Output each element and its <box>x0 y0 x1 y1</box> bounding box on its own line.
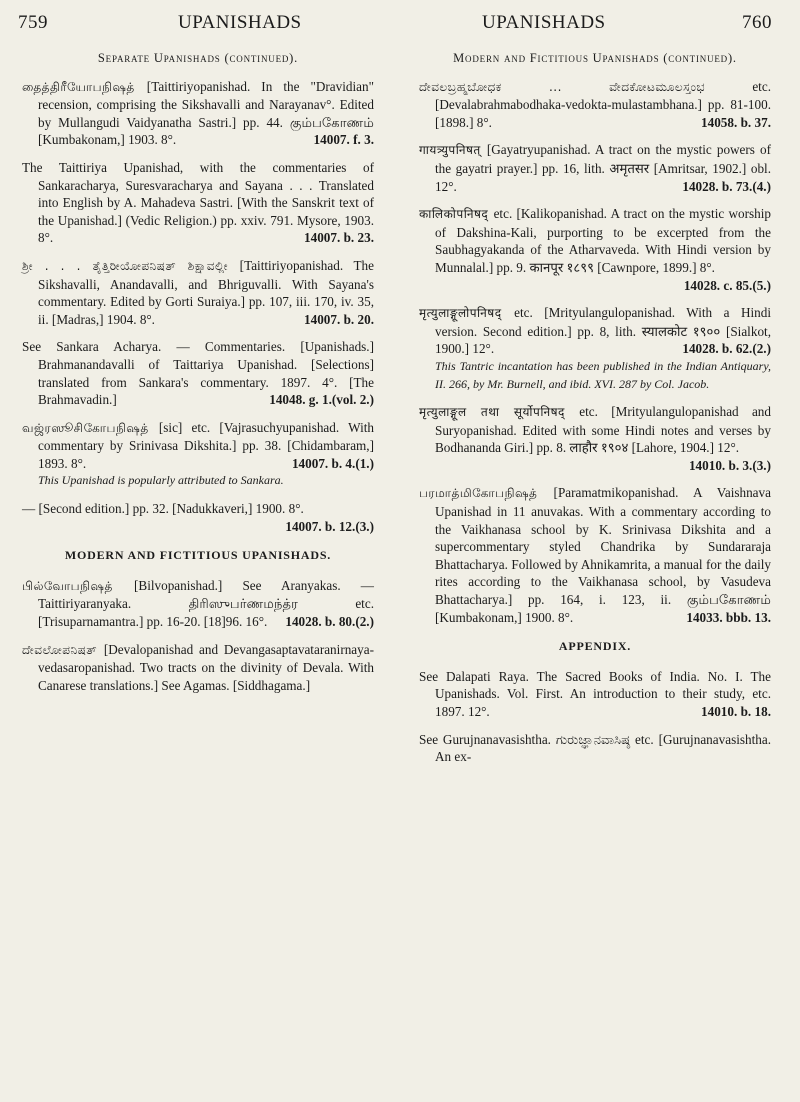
catalogue-entry <box>22 78 374 149</box>
entry-text: etc. [Mrityulangulopanishad. With a Hindi version. Second edition.] pp. 8, lith. स्यालकोट १९०० [Sialkot, 1900.] 12°. <box>435 305 771 357</box>
entry-text: etc. [Devalabrahmabodhaka-vedokta-mulastambhana.] pp. 81-100. [1898.] 8°. <box>435 78 771 130</box>
entry-text: — [Second edition.] pp. 32. [Nadukkaveri,] 1900. 8°. <box>22 501 304 517</box>
entry-text: [Taittiriyopanishad. In the "Dravidian" recension, comprising the Sikshavalli and Narayanav°. Edited by Mullangudi Vaidyanatha Sastri.] pp. 44. கும்பகோணம் [Kumbakonam,] 1903. 8°. <box>38 78 375 148</box>
catalogue-entry <box>419 403 771 474</box>
shelfmark: 14028. b. 73.(4.) <box>682 178 771 194</box>
shelfmark: 14028. b. 62.(2.) <box>682 341 771 357</box>
entry-text: etc. [Mrityulangulopanishad and Suryopanishad. Edited with some Hindi notes and verses by Bodhananda Giri.] pp. 8. लाहौर १९०४ [Lahore, 1904.] 12°. <box>435 404 771 456</box>
catalogue-entry <box>22 500 374 535</box>
left-column-heading: Separate Upanishads (continued). <box>97 51 299 65</box>
entry-script-title: ಶ್ರೀ . . . ತೈತ್ತಿರೀಯೋಪನಿಷತ್ ಶಿಕ್ಷಾವಲ್ಲೀ <box>22 258 240 273</box>
entry-note: This Upanishad is popularly attributed to Sankara. <box>38 473 284 488</box>
modern-heading: MODERN AND FICTITIOUS UPANISHADS. <box>64 548 332 563</box>
page-header <box>0 12 800 40</box>
running-title-left: UPANISHADS <box>178 12 302 33</box>
right-column <box>419 50 771 776</box>
catalogue-entry <box>22 641 374 695</box>
catalogue-entry <box>22 577 374 631</box>
catalogue-entry <box>22 257 374 328</box>
modern-entries <box>22 577 374 695</box>
catalogue-entry <box>419 205 771 294</box>
entry-script-title: வஜ்ரஸூசிகோபநிஷத் <box>22 420 159 435</box>
entry-text: [sic] etc. [Vajrasuchyupanishad. With commentary by Srinivasa Dikshita.] pp. 38. [Chidambaram,] 1893. 8°. <box>38 419 374 471</box>
appendix-entries <box>419 668 771 766</box>
entry-script-title: தைத்திரீயோபநிஷத் <box>22 79 147 94</box>
shelfmark: 14028. b. 80.(2.) <box>285 614 374 630</box>
entry-text: [Gayatryupanishad. A tract on the mystic powers of the gayatri prayer.] pp. 16, lith. अमृतसर [Amritsar, 1902.] obl. 12°. <box>435 142 771 194</box>
right-entries <box>419 78 771 627</box>
catalogue-entry <box>419 141 771 195</box>
page-number-left: 759 <box>18 12 48 33</box>
catalogue-entry <box>419 484 771 626</box>
entry-script-title: பரமாத்மிகோபநிஷத் <box>419 486 554 501</box>
shelfmark: 14010. b. 3.(3.) <box>688 457 771 473</box>
shelfmark: 14007. f. 3. <box>313 132 374 148</box>
entry-script-title: गायत्र्युपनिषत् <box>419 143 487 158</box>
shelfmark: 14058. b. 37. <box>701 114 771 130</box>
entry-note: This Tantric incantation has been published in the Indian Antiquary, II. 266, by Mr. Burnell, and ibid. XVI. 287 by Col. Jacob. <box>435 358 771 391</box>
shelfmark: 14048. g. 1.(vol. 2.) <box>269 392 374 408</box>
entry-script-title: मृत्युलाङ्गूल तथा सूर्योपनिषद् <box>419 405 580 420</box>
running-title-right: UPANISHADS <box>482 12 606 33</box>
shelfmark: 14007. b. 12.(3.) <box>285 518 374 534</box>
shelfmark: 14007. b. 23. <box>304 230 374 246</box>
shelfmark: 14028. c. 85.(5.) <box>683 277 771 293</box>
catalogue-entry <box>22 338 374 408</box>
entry-script-title: பில்வோபநிஷத் <box>22 578 134 593</box>
entry-text: See Dalapati Raya. The Sacred Books of India. No. I. The Upanishads. Vol. First. An introduction to their study, etc. 1897. 12°. <box>419 668 771 719</box>
right-column-heading: Modern and Fictitious Upanishads (continued). <box>453 51 737 65</box>
page-number-right: 760 <box>742 12 772 33</box>
appendix-heading: APPENDIX. <box>558 639 632 654</box>
catalogue-entry <box>22 159 374 247</box>
catalogue-entry <box>22 419 374 490</box>
entry-script-title: ದೇವಲಬ್ರಹ್ಮಬೋಧಕ ... ವೇದಕೋಟಮೂಲಸ್ತಂಭ <box>419 79 753 94</box>
entry-script-title: कालिकोपनिषद् <box>419 207 494 222</box>
catalogue-entry <box>419 78 771 132</box>
entry-text: See Gurujnanavasishtha. ಗುರುಜ್ಞಾನವಾಸಿಷ್ಠ etc. [Gurujnanavasishtha. An ex- <box>419 731 771 765</box>
left-entries <box>22 78 374 536</box>
entry-text: [Devalopanishad and Devangasaptavataranirnaya-vedasaropanishad. Two tracts on the divinity of Devala. With Canarese translations.] See Agamas. [Siddhagama.] <box>38 641 374 693</box>
left-column <box>22 50 374 704</box>
catalogue-entry <box>419 304 771 393</box>
shelfmark: 14010. b. 18. <box>701 704 771 719</box>
catalogue-entry <box>419 668 771 721</box>
entry-script-title: ದೇವಲೋಪನಿಷತ್ <box>22 642 104 657</box>
entry-text: etc. [Kalikopanishad. A tract on the mystic worship of Dakshina-Kali, purporting to be excerpted from the Saubhagyakanda of the Atharvaveda. With Hindi version by Munnalal.] pp. 9. कानपूर १८९९ [Cawnpore, 1899.] 8°. <box>435 206 771 275</box>
entry-text: The Taittiriya Upanishad, with the commentaries of Sankaracharya, Suresvaracharya and Sayana . . . Translated into English by A. Mahadeva Sastri. [With the Sanskrit text of the Upanishad.] (Vedic Religion.) pp. xxiv. 791. Mysore, 1903. 8°. <box>22 159 374 246</box>
entry-text: [Bilvopanishad.] See Aranyakas. — Taittiriyaranyaka. திரிஸுபர்ணமந்த்ர etc. [Trisuparnamantra.] pp. 16-20. [18]96. 16°. <box>38 577 374 630</box>
catalogue-entry <box>419 731 771 766</box>
entry-text: See Sankara Acharya. — Commentaries. [Upanishads.] Brahmanandavalli of Taittariya Upanishad. [Selections] translated from Sankara's commentary. 1897. 4°. [The Brahmavadin.] <box>22 339 374 408</box>
shelfmark: 14033. bbb. 13. <box>686 609 771 625</box>
shelfmark: 14007. b. 4.(1.) <box>291 455 374 471</box>
entry-text: [Taittiriyopanishad. The Sikshavalli, Anandavalli, and Bhriguvalli. With Sayana's commentary. Edited by Gorti Suraiya.] pp. 107, iii. 170, iv. 35, ii. [Madras,] 1904. 8°. <box>38 257 375 327</box>
entry-text: [Paramatmikopanishad. A Vaishnava Upanishad in 11 anuvakas. With a commentary according to the Vaikhanasa school by K. Srinivasa Dikshita and a supercommentary styled Chandrika by Sundararaja Bhattacharya. Followed by Ahnikamrita, a manual for the daily rites according to the Vaikhanasa school, by Vasudeva Bhattacharya.] pp. 164, i. 123, ii. கும்பகோணம் [Kumbakonam,] 1900. 8°. <box>435 485 771 625</box>
shelfmark: 14007. b. 20. <box>304 311 374 327</box>
entry-script-title: मृत्युलाङ्गूलोपनिषद् <box>419 306 515 321</box>
